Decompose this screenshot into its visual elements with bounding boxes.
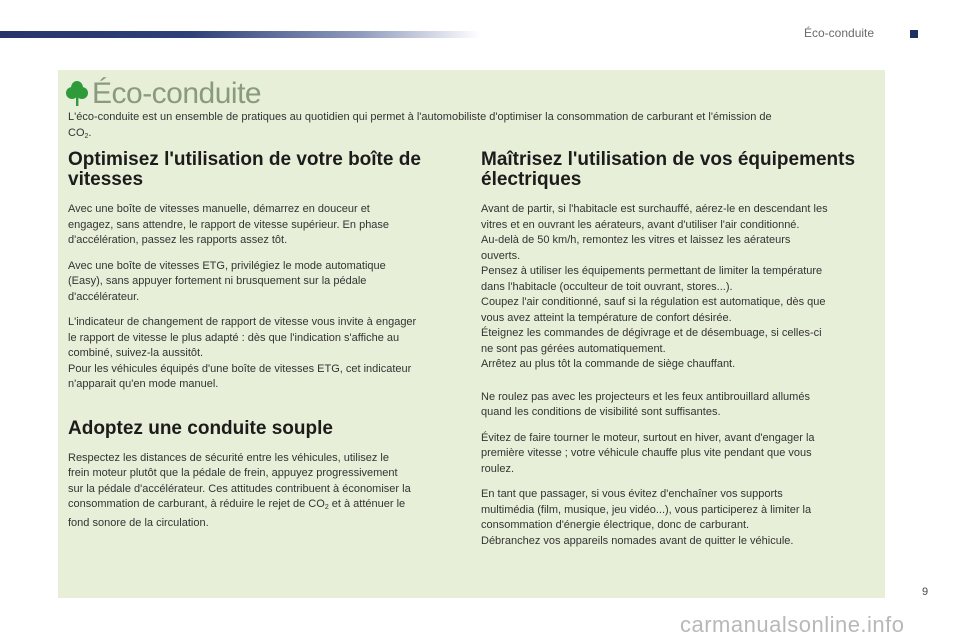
- text-line: vitres et en ouvrant les aérateurs, avant d'utiliser l'air conditionné.: [481, 218, 800, 231]
- text-line: Coupez l'air conditionné, sauf si la régulation est automatique, dès que: [481, 296, 826, 308]
- text-line: Pensez à utiliser les équipements permettant de limiter la température: [481, 265, 823, 277]
- text-line: (Easy), sans appuyer fortement ni brusquement sur la pédale: [68, 275, 367, 287]
- intro-co2: CO: [68, 126, 85, 139]
- text-line: Avec une boîte de vitesses ETG, privilégiez le mode automatique: [68, 259, 386, 272]
- heading-gearbox-line2: vitesses: [68, 169, 144, 190]
- text-line: frein moteur plutôt que la pédale de frein, appuyez progressivement: [68, 467, 398, 479]
- text-line: Évitez de faire tourner le moteur, surtout en hiver, avant d'engager la: [481, 431, 815, 444]
- text-line: quand les conditions de visibilité sont suffisantes.: [481, 406, 721, 418]
- text-line: En tant que passager, si vous évitez d'enchaîner vos supports: [481, 488, 783, 500]
- page-title: Éco-conduite: [92, 77, 262, 110]
- paragraph-manual-gearbox: [68, 202, 458, 249]
- text-line: vous avez atteint la température de confort désirée.: [481, 311, 732, 324]
- intro-text: [68, 110, 868, 144]
- intro-sentence: L'éco-conduite est un ensemble de pratiques au quotidien qui permet à l'automobiliste d'optimiser la consommation de carburant et l'émission de: [68, 111, 772, 123]
- paragraph-multimedia: [481, 487, 877, 549]
- heading-smooth-driving: Adoptez une conduite souple: [68, 417, 333, 439]
- text-line: n'apparait qu'en mode manuel.: [68, 378, 219, 390]
- heading-electrical: [481, 150, 877, 190]
- text-line: sur la pédale d'accélérateur. Ces attitudes contribuent à économiser la: [68, 482, 411, 495]
- title-row: [66, 76, 261, 112]
- text-line: ne sont pas gérées automatiquement.: [481, 342, 666, 355]
- text-line: Ne roulez pas avec les projecteurs et les feux antibrouillard allumés: [481, 390, 810, 403]
- paragraph-engine-idle: [481, 431, 877, 478]
- text-line: Avant de partir, si l'habitacle est surchauffé, aérez-le en descendant les: [481, 203, 828, 215]
- text-line: Avec une boîte de vitesses manuelle, démarrez en douceur et: [68, 203, 370, 215]
- text-fragment: et à atténuer le: [328, 498, 406, 510]
- paragraph-smooth-driving: [68, 451, 458, 532]
- text-line: d'accélération, passez les rapports assez tôt.: [68, 234, 288, 246]
- text-line: combiné, suivez-la aussitôt.: [68, 347, 204, 359]
- text-line: Respectez les distances de sécurité entre les véhicules, utilisez le: [68, 451, 389, 464]
- right-column: [481, 150, 877, 549]
- text-line: multimédia (film, musique, jeu vidéo...), vous participerez à limiter la: [481, 503, 812, 516]
- paragraph-lights: [481, 390, 877, 421]
- text-line: Éteignez les commandes de dégivrage et de désembuage, si celles-ci: [481, 327, 822, 339]
- heading-gearbox: [68, 150, 458, 190]
- intro-end: .: [88, 126, 92, 139]
- co2-subscript: 2: [324, 504, 329, 511]
- text-line: engagez, sans attendre, le rapport de vitesse supérieur. En phase: [68, 218, 390, 231]
- text-line: Débranchez vos appareils nomades avant de quitter le véhicule.: [481, 534, 794, 547]
- text-line: roulez.: [481, 462, 515, 475]
- text-line: Arrêtez au plus tôt la commande de siège chauffant.: [481, 358, 736, 370]
- paragraph-etg-gearbox: [68, 259, 458, 306]
- text-line: [68, 497, 458, 516]
- page-number: 9: [922, 586, 929, 598]
- leaf-icon: [66, 80, 88, 108]
- heading-electrical-line2: électriques: [481, 169, 582, 190]
- header-section-title: Éco-conduite: [804, 26, 875, 40]
- paragraph-shift-indicator: [68, 315, 458, 393]
- text-line: dans l'habitacle (occulteur de toit ouvrant, stores...).: [481, 280, 733, 293]
- paragraph-ventilation: [481, 202, 877, 373]
- text-line: Pour les véhicules équipés d'une boîte de vitesses ETG, cet indicateur: [68, 362, 412, 375]
- text-line: Au-delà de 50 km/h, remontez les vitres et laissez les aérateurs: [481, 234, 791, 246]
- watermark: carmanualsonline.info: [680, 612, 905, 637]
- text-line: le rapport de vitesse le plus adapté : dès que l'indication s'affiche au: [68, 331, 400, 344]
- text-line: première vitesse ; votre véhicule chauffe plus vite pendant que vous: [481, 447, 812, 459]
- heading-electrical-line1: Maîtrisez l'utilisation de vos équipements: [481, 149, 856, 170]
- left-column: [68, 150, 458, 531]
- intro-co2-subscript: 2: [84, 132, 89, 140]
- text-line: d'accélérateur.: [68, 290, 140, 303]
- text-line: fond sonore de la circulation.: [68, 516, 209, 529]
- text-line: ouverts.: [481, 249, 521, 262]
- text-line: consommation d'énergie électrique, donc de carburant.: [481, 519, 750, 531]
- text-fragment: consommation de carburant, à réduire le rejet de CO: [68, 498, 325, 510]
- header-marker: [910, 30, 918, 38]
- text-line: L'indicateur de changement de rapport de vitesse vous invite à engager: [68, 316, 417, 328]
- heading-gearbox-line1: Optimisez l'utilisation de votre boîte de: [68, 149, 421, 170]
- header-bar: [0, 31, 480, 38]
